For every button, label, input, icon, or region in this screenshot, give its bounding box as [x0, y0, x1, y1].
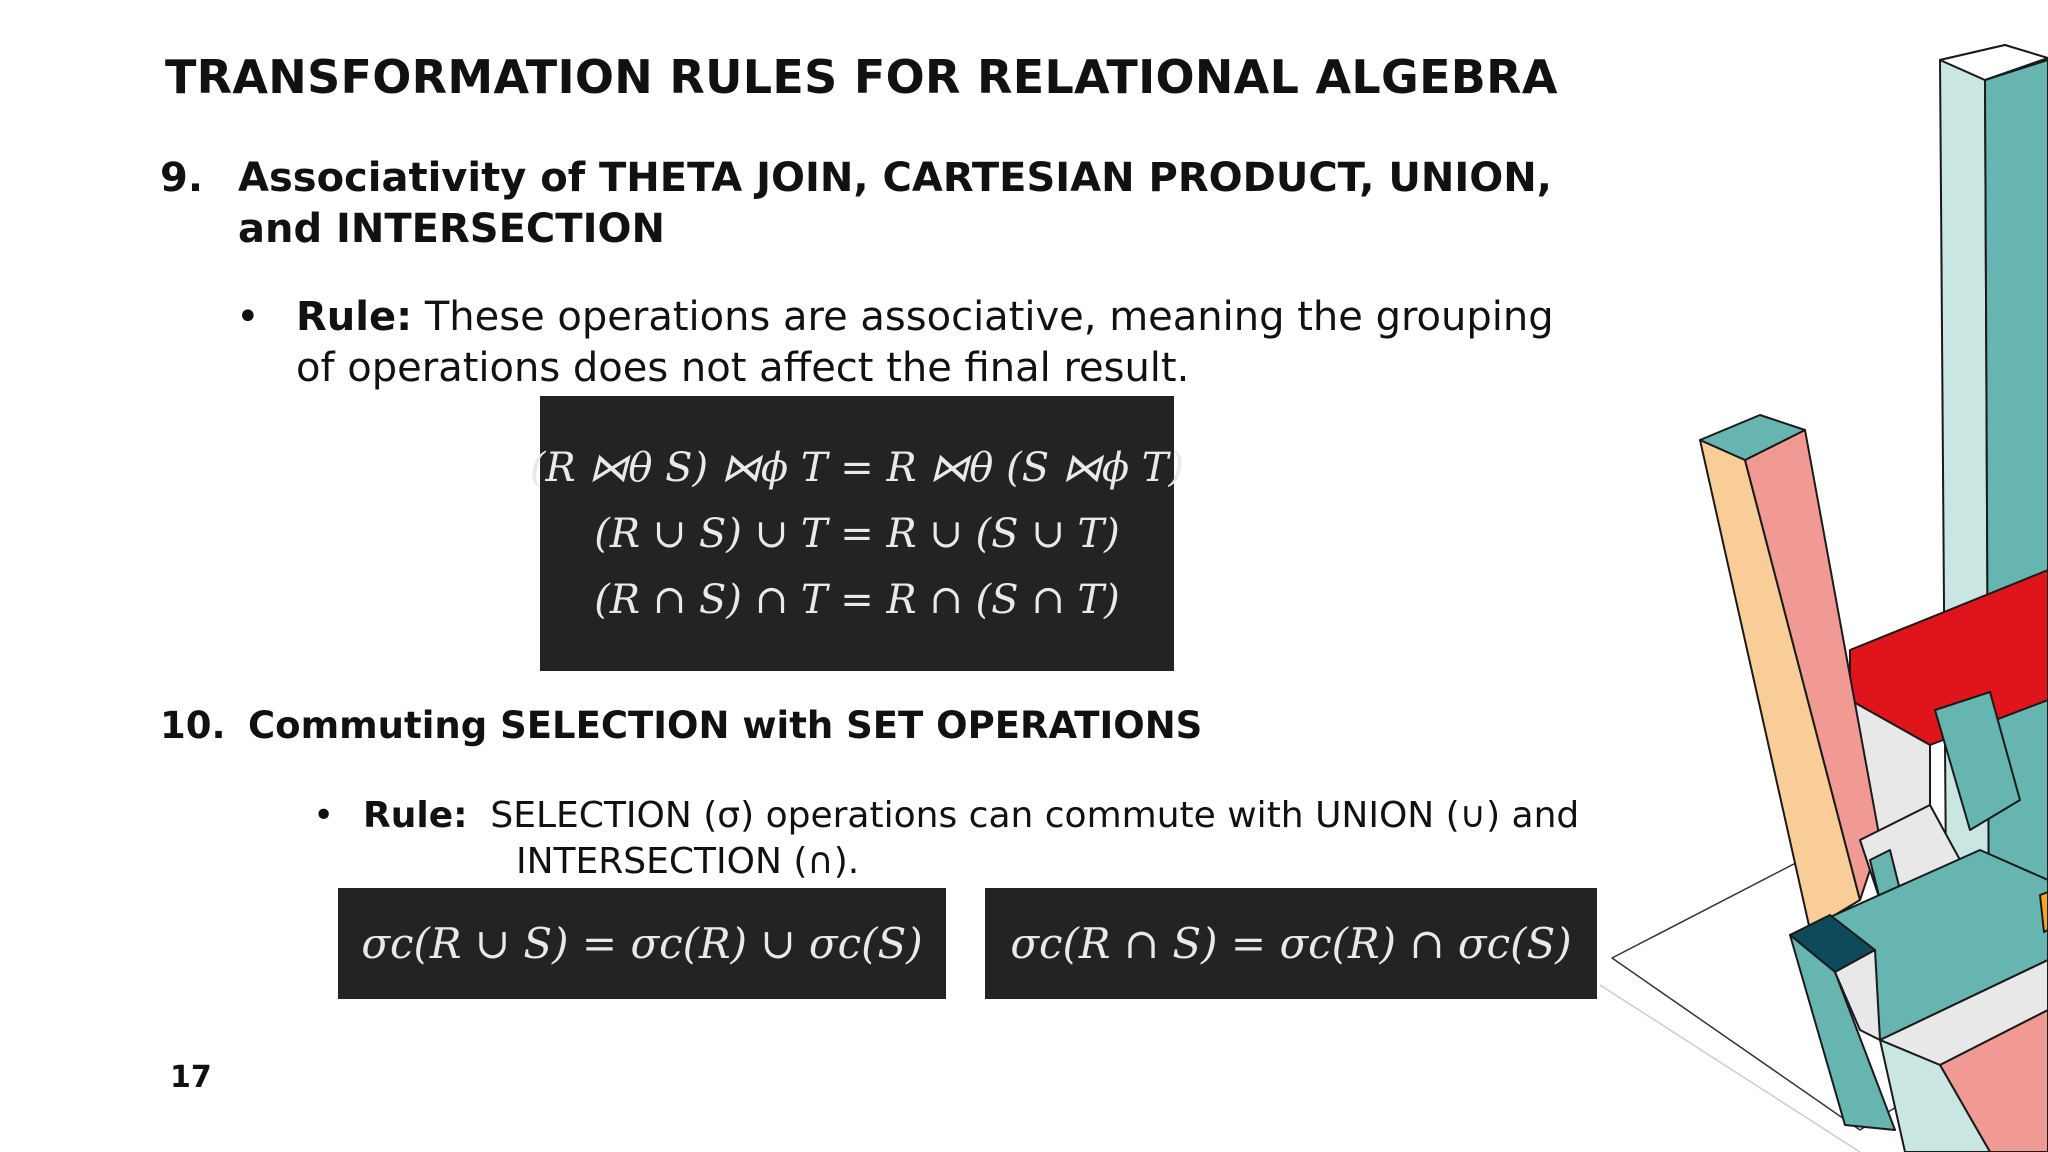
formula-selection-intersection: σc(R ∩ S) = σc(R) ∩ σc(S) — [1010, 919, 1572, 968]
item-10-rule-line2: INTERSECTION (∩). — [516, 841, 860, 882]
item-10-number: 10. — [160, 704, 226, 747]
item-9-heading-line2: and INTERSECTION — [238, 206, 665, 252]
rule-label: Rule: — [296, 294, 413, 340]
formula-intersection-assoc: (R ∩ S) ∩ T = R ∩ (S ∩ T) — [594, 576, 1120, 623]
bullet-icon: • — [313, 795, 335, 836]
formula-theta-join: (R ⋈θ S) ⋈ϕ T = R ⋈θ (S ⋈ϕ T) — [529, 444, 1185, 491]
formula-union-assoc: (R ∪ S) ∪ T = R ∪ (S ∪ T) — [594, 510, 1120, 557]
rule-text: SELECTION (σ) operations can commute with UNION (∪) and — [467, 795, 1580, 836]
item-10-heading-text: Commuting SELECTION with SET OPERATIONS — [248, 704, 1203, 747]
formula-selection-union: σc(R ∪ S) = σc(R) ∪ σc(S) — [361, 919, 923, 968]
rule-text: These operations are associative, meaning the grouping — [412, 294, 1554, 340]
rule-label: Rule: — [363, 795, 468, 836]
item-9-number: 9. — [160, 155, 204, 201]
slide-title: TRANSFORMATION RULES FOR RELATIONAL ALGEBRA — [165, 50, 1558, 104]
bullet-icon: • — [236, 294, 260, 340]
item-9-heading-line1: Associativity of THETA JOIN, CARTESIAN PRODUCT, UNION, — [238, 155, 1552, 201]
page-number: 17 — [170, 1060, 212, 1095]
item-9-rule-line2: of operations does not affect the final result. — [296, 345, 1190, 391]
